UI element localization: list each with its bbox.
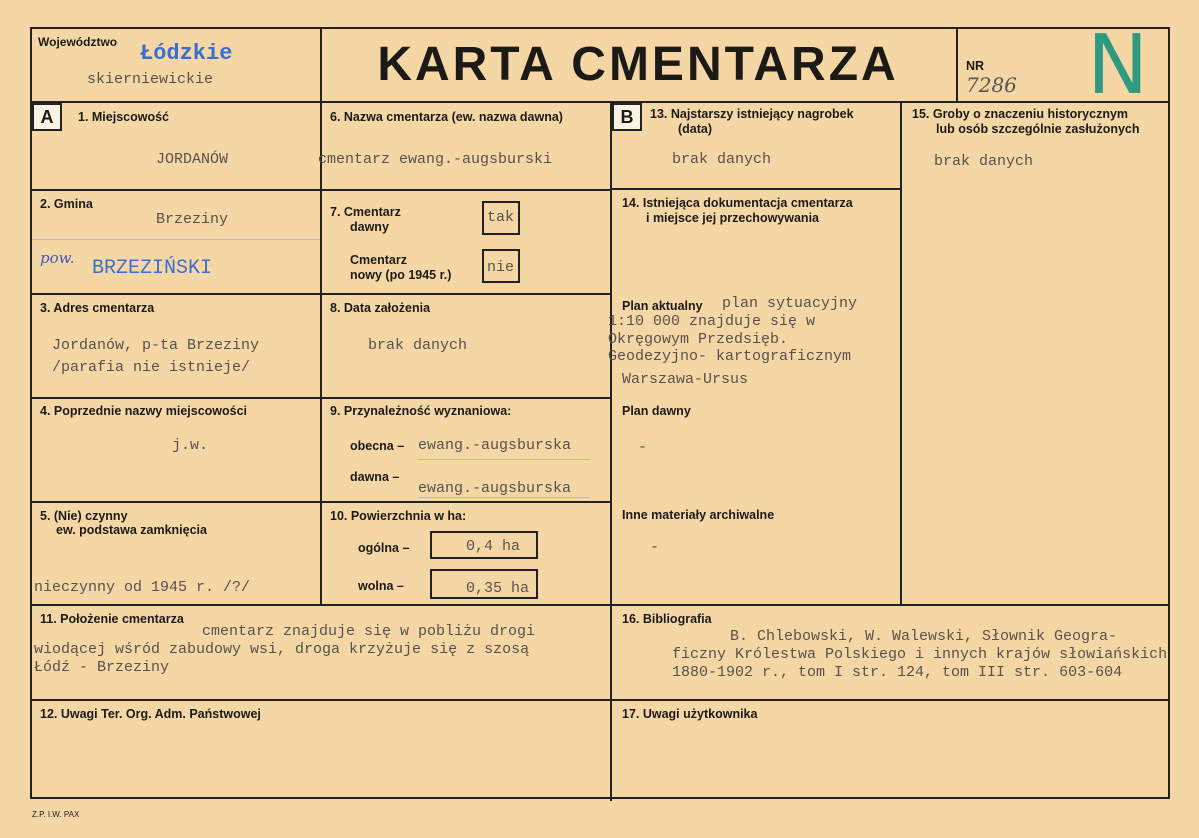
field-15-label-1: 15. Groby o znaczeniu historycznym	[912, 107, 1129, 121]
obecna-value: ewang.-augsburska	[418, 437, 572, 454]
voivodeship-label: Województwo	[38, 35, 118, 49]
obecna-label: obecna –	[350, 439, 405, 453]
corner-mark: N	[1087, 18, 1149, 113]
field-2-value: Brzeziny	[156, 211, 229, 228]
wolna-label: wolna –	[358, 579, 404, 593]
field-15-label-2: lub osób szczególnie zasłużonych	[936, 122, 1140, 136]
powiat-label: pow.	[40, 249, 75, 267]
field-13-value: brak danych	[672, 151, 772, 168]
field-9-label: 9. Przynależność wyznaniowa:	[330, 404, 512, 418]
ogolna-value: 0,4 ha	[466, 538, 521, 555]
field-5-label-1: 5. (Nie) czynny	[40, 509, 128, 523]
field-8-value: brak danych	[368, 337, 468, 354]
dawny-value: tak	[487, 209, 515, 226]
col-line-1	[320, 29, 322, 604]
field-11-label: 11. Położenie cmentarza	[40, 612, 184, 626]
dawna-underline	[418, 497, 590, 498]
field-11-line3: Łódź - Brzeziny	[34, 659, 170, 676]
plan-line-4: Geodezyjno- kartograficznym	[608, 348, 852, 365]
section-b-letter: B	[612, 103, 642, 131]
field-5-label-2: ew. podstawa zamknięcia	[56, 523, 207, 537]
field-3-label: 3. Adres cmentarza	[40, 301, 155, 315]
plan-line-1: plan sytuacyjny	[722, 295, 858, 312]
nr-label: NR	[966, 59, 985, 73]
field-2-label: 2. Gmina	[40, 197, 93, 211]
bibliography-line-1: B. Chlebowski, W. Walewski, Słownik Geogra-	[730, 628, 1118, 645]
inne-materialy-label: Inne materiały archiwalne	[622, 508, 775, 522]
field-6-value: cmentarz ewang.-augsburski	[318, 151, 553, 168]
field-11-line2: wiodącej wśród zabudowy wsi, droga krzyżuje się z szosą	[34, 641, 530, 658]
field-13-label-2: (data)	[678, 122, 713, 136]
page-title: KARTA CMENTARZA	[377, 38, 899, 91]
cemetery-card	[30, 18, 1170, 799]
gmina-underline	[32, 239, 320, 240]
field-16-label: 16. Bibliografia	[622, 612, 712, 626]
dawna-value: ewang.-augsburska	[418, 480, 572, 497]
nowy-label-1: Cmentarz	[350, 253, 407, 267]
plan-line-2: 1:10 000 znajduje się w	[608, 313, 816, 330]
field-12-label: 12. Uwagi Ter. Org. Adm. Państwowej	[40, 707, 261, 721]
plan-line-5: Warszawa-Ursus	[622, 371, 749, 388]
field-3-line1: Jordanów, p-ta Brzeziny	[52, 337, 260, 354]
field-10-label: 10. Powierzchnia w ha:	[330, 509, 467, 523]
field-7-label-1: 7. Cmentarz	[330, 205, 401, 219]
field-1-value: JORDANÓW	[156, 151, 229, 168]
field-4-value: j.w.	[172, 437, 209, 454]
voivodeship-stamp: Łódzkie	[140, 41, 233, 66]
row-line-b1	[612, 188, 900, 190]
field-17-label: 17. Uwagi użytkownika	[622, 707, 758, 721]
obecna-underline	[418, 459, 590, 460]
plan-dawny-value: -	[638, 439, 648, 456]
row-line-6	[32, 699, 1168, 701]
field-13-label-1: 13. Najstarszy istniejący nagrobek	[650, 107, 854, 121]
field-3-line2: /parafia nie istnieje/	[52, 359, 251, 376]
powiat-stamp: BRZEZIŃSKI	[92, 257, 213, 280]
field-7-label-2: dawny	[350, 220, 389, 234]
nowy-value: nie	[487, 259, 515, 276]
plan-dawny-label: Plan dawny	[622, 404, 691, 418]
ogolna-label: ogólna –	[358, 541, 410, 555]
nowy-label-2: nowy (po 1945 r.)	[350, 268, 452, 282]
field-5-value: nieczynny od 1945 r. /?/	[34, 579, 251, 596]
bibliography-line-2: ficzny Królestwa Polskiego i innych krajów słowiańskich	[672, 646, 1168, 663]
bibliography-line-3: 1880-1902 r., tom I str. 124, tom III str. 603-604	[672, 664, 1123, 681]
field-8-label: 8. Data założenia	[330, 301, 431, 315]
voivodeship-sub: skierniewickie	[87, 71, 214, 88]
nr-value: 7286	[966, 73, 1017, 97]
field-4-label: 4. Poprzednie nazwy miejscowości	[40, 404, 248, 418]
field-1-label: 1. Miejscowość	[78, 110, 170, 124]
section-a-letter: A	[32, 103, 62, 131]
dawna-label: dawna –	[350, 470, 400, 484]
field-15-value: brak danych	[934, 153, 1034, 170]
row-line-5	[32, 604, 1168, 606]
printer-imprint: Z.P. I.W. PAX	[32, 810, 80, 819]
col-line-3	[900, 101, 902, 604]
wolna-value: 0,35 ha	[466, 580, 530, 597]
inne-materialy-value: -	[650, 539, 660, 556]
field-14-label-2: i miejsce jej przechowywania	[646, 211, 819, 225]
field-6-label: 6. Nazwa cmentarza (ew. nazwa dawna)	[330, 110, 563, 124]
field-11-line1: cmentarz znajduje się w pobliżu drogi	[202, 623, 536, 640]
plan-aktualny-label: Plan aktualny	[622, 299, 703, 313]
nr-divider	[956, 29, 958, 101]
col-line-2	[610, 101, 612, 801]
header-divider	[32, 101, 1168, 103]
plan-line-3: Okręgowym Przedsięb.	[608, 331, 789, 348]
field-14-label-1: 14. Istniejąca dokumentacja cmentarza	[622, 196, 853, 210]
